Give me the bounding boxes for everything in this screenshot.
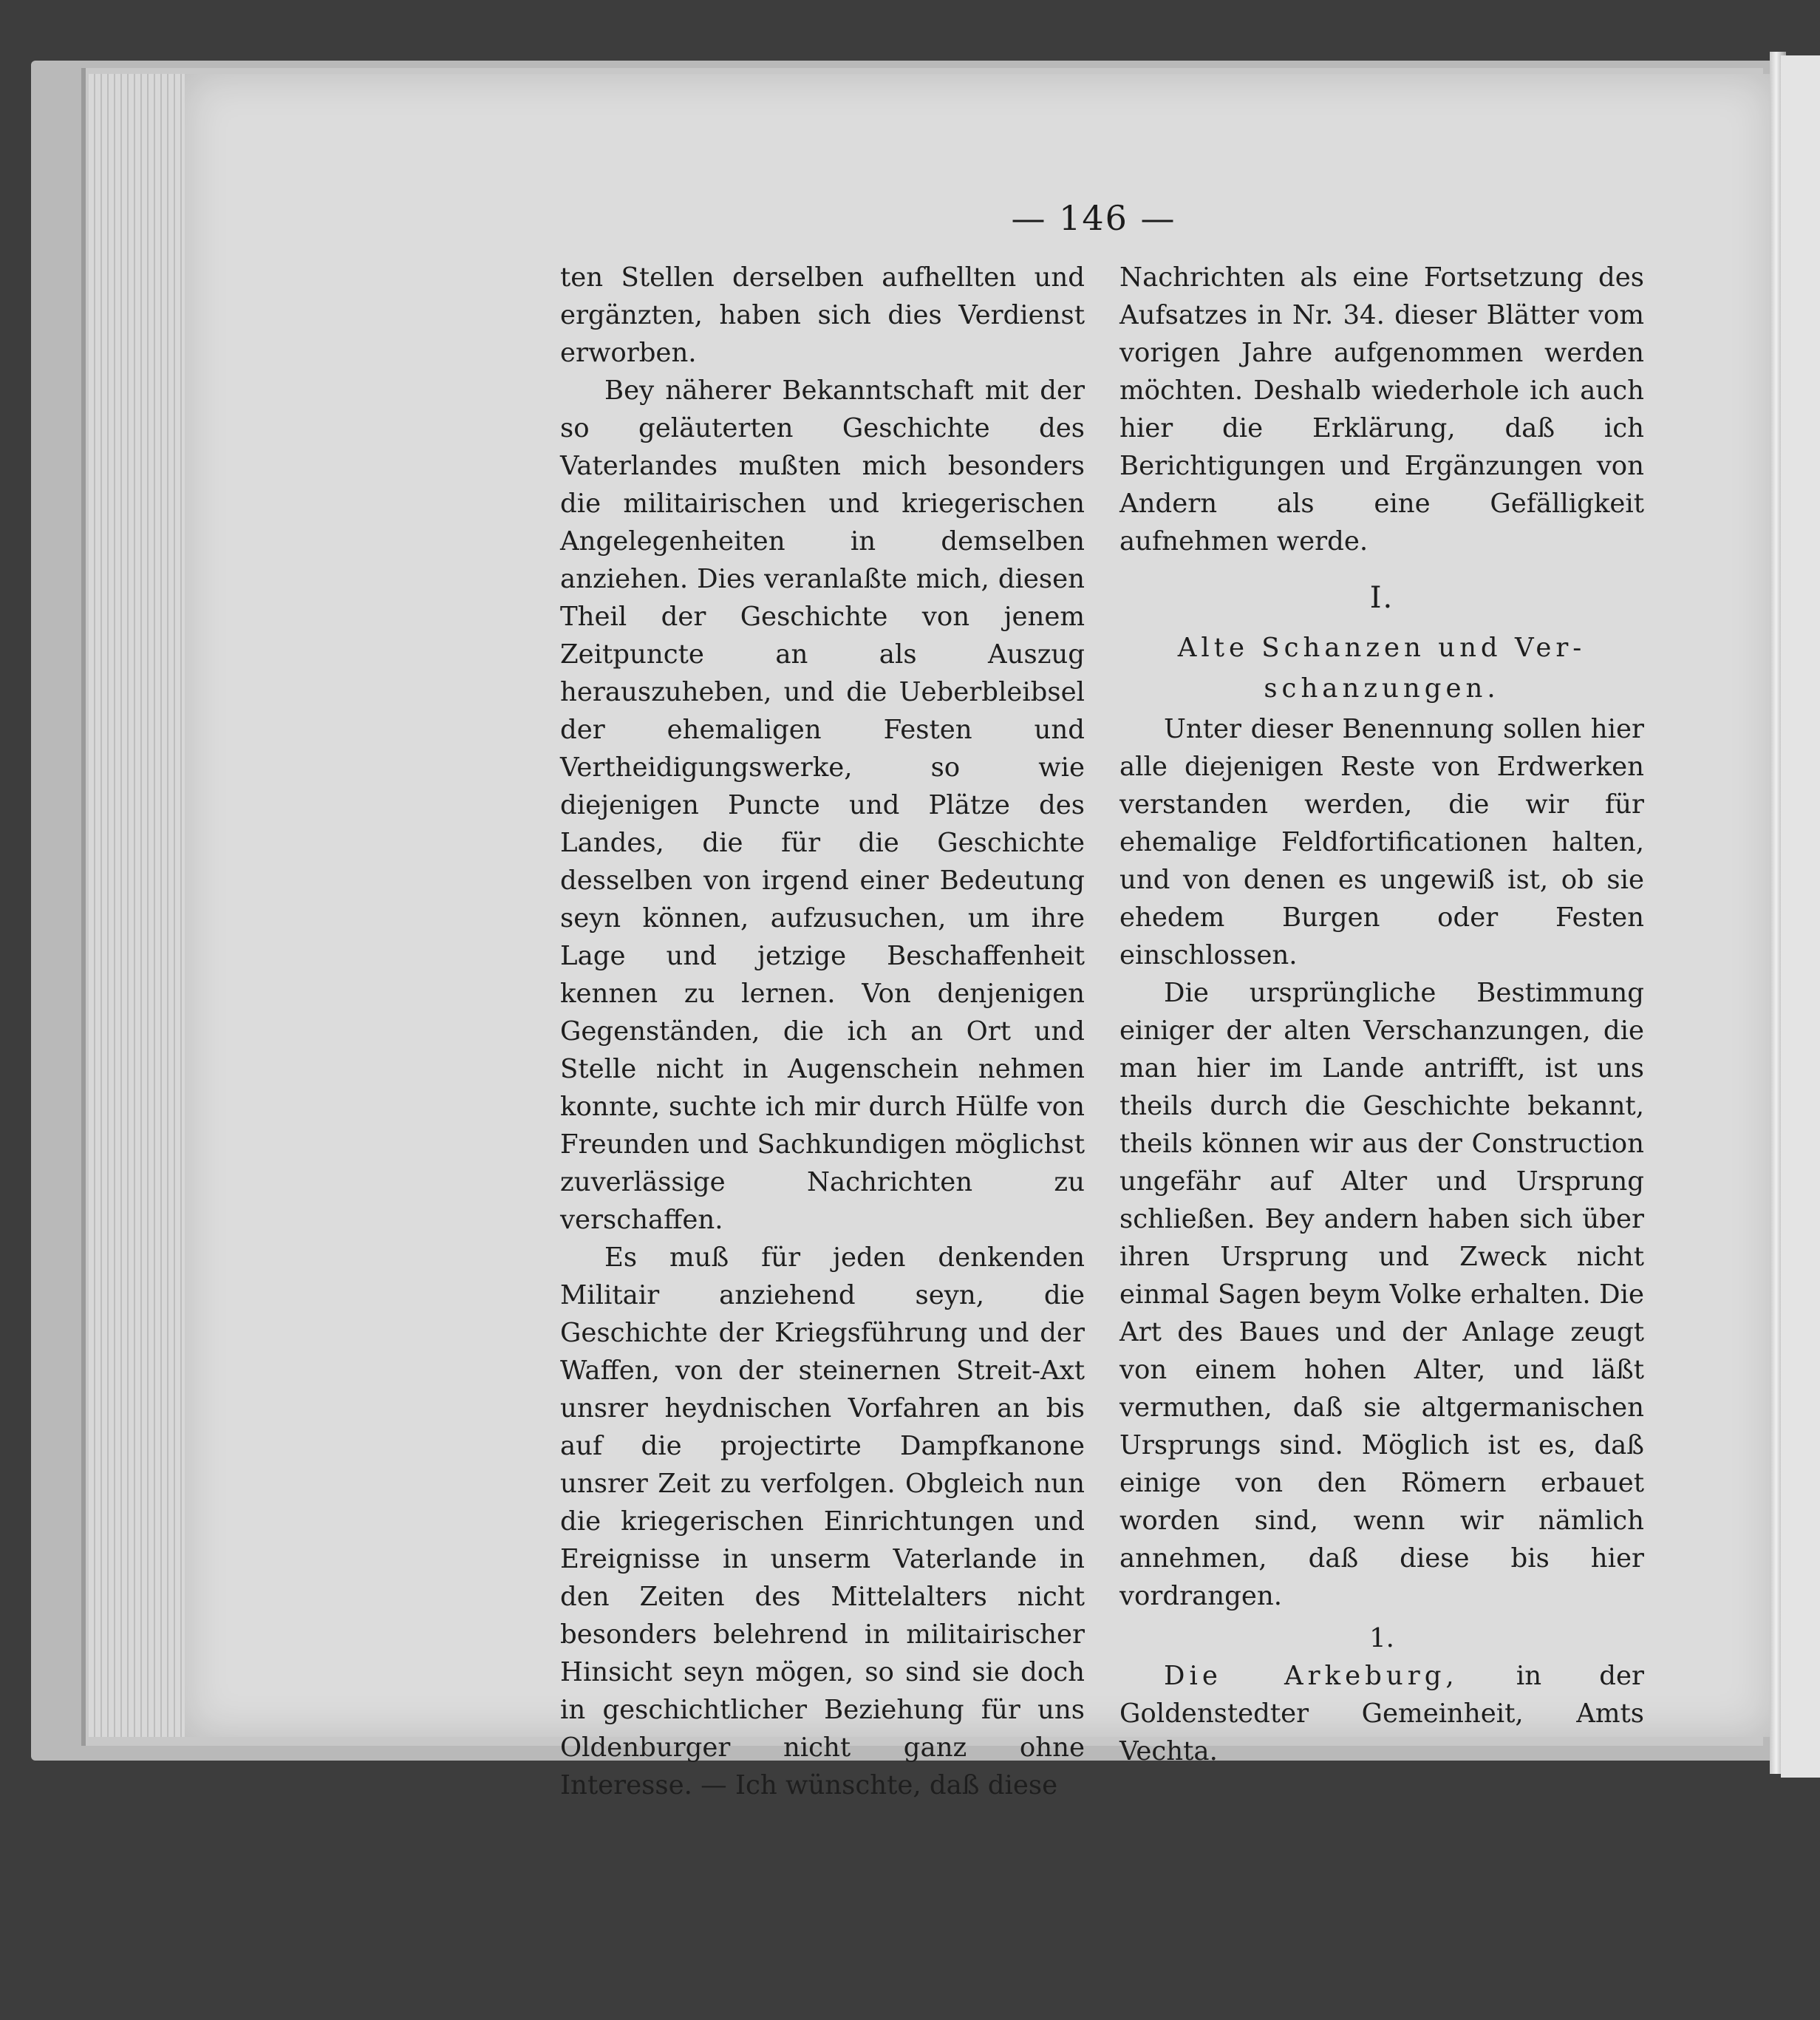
paragraph: Bey näherer Bekanntschaft mit der so geläuterten Geschichte des Vaterlandes mußten mich besonders die militairischen und kriegerischen Angelegenheiten in demselben anziehen. Dies veranlaßte mich, diesen Theil der Geschichte von jenem Zeitpuncte an als Auszug herauszuheben, und die Ueberbleibsel der ehemaligen Festen und Vertheidigungswerke, so wie diejenigen Puncte und Plätze des Landes, die für die Geschichte desselben von irgend einer Bedeutung seyn können, aufzusuchen, um ihre Lage und jetzige Beschaffenheit kennen zu lernen. Von denjenigen Gegenständen, die ich an Ort und Stelle nicht in Augenschein nehmen konnte, suchte ich mir durch Hülfe von Freunden und Sachkundigen möglichst zuverlässige Nachrichten zu verschaffen.: [560, 375, 1085, 1235]
section-numeral: I.: [1369, 581, 1394, 615]
page-edges: [89, 74, 192, 1737]
section-title-line-2: schanzungen.: [1264, 673, 1500, 704]
subsection-numeral: 1.: [1369, 1623, 1394, 1653]
subsection-rest: in der Goldenstedter Gemeinheit, Amts Vechta.: [1119, 1661, 1644, 1766]
paragraph: Nachrichten als eine Fortsetzung des Aufsatzes in Nr. 34. dieser Blätter vom vorigen Jahre aufgenommen werden möchten. Deshalb wiederhole ich auch hier die Erklärung, daß ich Berichtigungen und Ergänzungen von Andern als eine Gefälligkeit aufnehmen werde.: [1119, 262, 1644, 557]
paragraph: ten Stellen derselben aufhellten und ergänzten, haben sich dies Verdienst erworben.: [560, 262, 1085, 368]
section-title-line-1: Alte Schanzen und Ver-: [1177, 633, 1586, 663]
paragraph: Es muß für jeden denkenden Militair anziehend seyn, die Geschichte der Kriegsführung und der Waffen, von der steinernen Streit-Axt unsrer heydnischen Vorfahren an bis auf die projectirte Dampfkanone unsrer Zeit zu verfolgen. Obgleich nun die kriegerischen Einrichtungen und Ereignisse in unserm Vaterlande in den Zeiten des Mittelalters nicht besonders belehrend in militairischer Hinsicht seyn mögen, so sind sie doch in geschichtlicher Beziehung für uns Oldenburger nicht ganz ohne Interesse. — Ich wünschte, daß diese: [560, 1242, 1085, 1800]
facing-page-edge: [1781, 55, 1820, 1778]
page-number: — 146 —: [1011, 198, 1176, 238]
left-text-column: [560, 259, 1085, 1804]
paragraph: Die ursprüngliche Bestimmung einiger der alten Verschanzungen, die man hier im Lande antrifft, ist uns theils durch die Geschichte bekannt, theils können wir aus der Construction ungefähr auf Alter und Ursprung schließen. Bey andern haben sich über ihren Ursprung und Zweck nicht einmal Sagen beym Volke erhalten. Die Art des Baues und der Anlage zeugt von einem hohen Alter, und läßt vermuthen, daß sie altgermanischen Ursprungs sind. Möglich ist es, daß einige von den Römern erbauet worden sind, wenn wir nämlich annehmen, daß diese bis hier vordrangen.: [1119, 978, 1644, 1611]
right-text-column: [1119, 259, 1644, 1770]
subsection-heading: [1119, 1657, 1644, 1770]
paragraph: Unter dieser Benennung sollen hier alle diejenigen Reste von Erdwerken verstanden werden, die wir für ehemalige Feldfortificationen halten, und von denen es ungewiß ist, ob sie ehedem Burgen oder Festen einschlossen.: [1119, 714, 1644, 970]
subsection-lead: Die Arkeburg,: [1164, 1661, 1459, 1691]
